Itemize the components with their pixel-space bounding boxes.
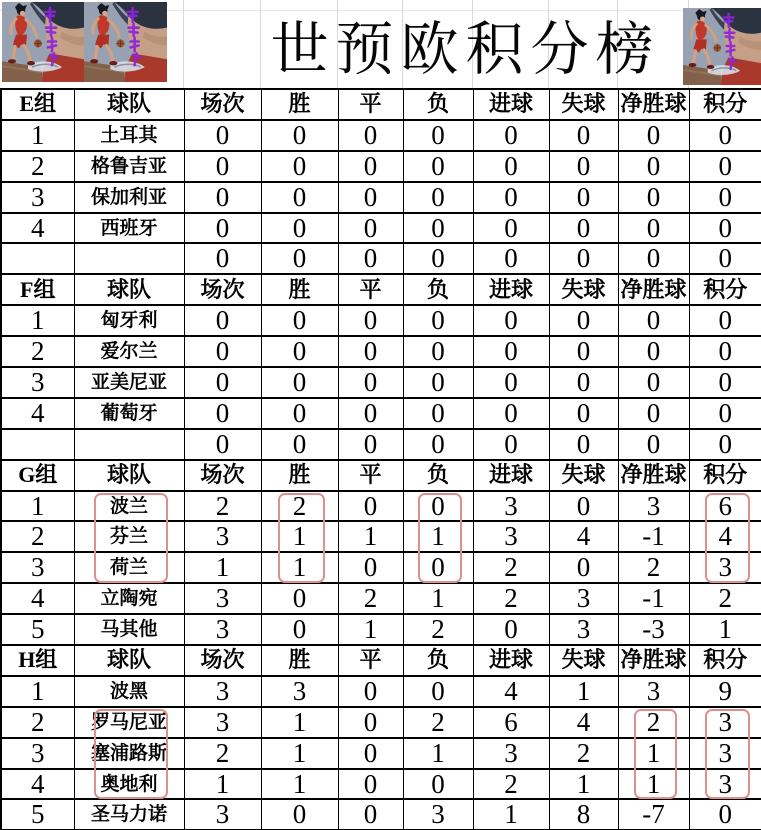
stat-cell: -3 bbox=[618, 614, 689, 645]
empty-cell bbox=[74, 243, 184, 274]
stat-cell: 0 bbox=[338, 552, 403, 583]
column-header: 场次 bbox=[184, 89, 261, 120]
rank-cell: 2 bbox=[1, 521, 74, 552]
team-row bbox=[1, 521, 761, 552]
stat-cell: 0 bbox=[618, 336, 689, 367]
stat-cell: 3 bbox=[549, 583, 618, 614]
column-header: 失球 bbox=[549, 274, 618, 305]
column-header: 负 bbox=[403, 89, 473, 120]
column-header: 净胜球 bbox=[618, 645, 689, 676]
stat-cell: 0 bbox=[549, 151, 618, 182]
stat-cell: 0 bbox=[618, 243, 689, 274]
stat-cell: 1 bbox=[338, 521, 403, 552]
stat-cell: 0 bbox=[549, 552, 618, 583]
team-name-cell: 保加利亚 bbox=[74, 182, 184, 213]
stat-cell: 0 bbox=[689, 120, 761, 151]
column-header-team: 球队 bbox=[74, 274, 184, 305]
team-name-cell: 亚美尼亚 bbox=[74, 367, 184, 398]
column-header: 净胜球 bbox=[618, 274, 689, 305]
stat-cell: 3 bbox=[689, 552, 761, 583]
group-label: G组 bbox=[1, 460, 74, 491]
stat-cell: 0 bbox=[184, 336, 261, 367]
stat-cell: 0 bbox=[261, 799, 338, 830]
spacer-row bbox=[1, 429, 761, 460]
stat-cell: 0 bbox=[549, 305, 618, 336]
stat-cell: 1 bbox=[403, 738, 473, 769]
column-header-team: 球队 bbox=[74, 645, 184, 676]
stat-cell: 0 bbox=[338, 243, 403, 274]
stat-cell: -1 bbox=[618, 583, 689, 614]
stat-cell: 0 bbox=[338, 151, 403, 182]
stat-cell: 0 bbox=[338, 676, 403, 707]
column-header: 进球 bbox=[473, 89, 549, 120]
stat-cell: 0 bbox=[473, 213, 549, 244]
stat-cell: 0 bbox=[618, 429, 689, 460]
stat-cell: 0 bbox=[184, 243, 261, 274]
stat-cell: 0 bbox=[261, 182, 338, 213]
column-header: 失球 bbox=[549, 460, 618, 491]
stat-cell: 0 bbox=[618, 398, 689, 429]
rank-cell: 3 bbox=[1, 367, 74, 398]
stat-cell: 3 bbox=[261, 676, 338, 707]
stat-cell: 0 bbox=[338, 336, 403, 367]
stat-cell: 0 bbox=[403, 429, 473, 460]
stat-cell: 0 bbox=[689, 336, 761, 367]
stat-cell: 0 bbox=[473, 367, 549, 398]
stat-cell: 0 bbox=[689, 367, 761, 398]
stat-cell: 0 bbox=[618, 182, 689, 213]
stat-cell: 0 bbox=[549, 429, 618, 460]
stat-cell: 0 bbox=[261, 583, 338, 614]
team-row bbox=[1, 151, 761, 182]
stat-cell: 0 bbox=[473, 429, 549, 460]
stat-cell: 0 bbox=[338, 182, 403, 213]
team-row bbox=[1, 182, 761, 213]
team-row bbox=[1, 707, 761, 738]
stat-cell: 0 bbox=[618, 305, 689, 336]
column-header: 负 bbox=[403, 274, 473, 305]
team-row bbox=[1, 738, 761, 769]
group-header-row bbox=[1, 645, 761, 676]
column-header: 平 bbox=[338, 645, 403, 676]
stat-cell: 1 bbox=[618, 738, 689, 769]
stat-cell: 0 bbox=[549, 213, 618, 244]
rank-cell: 3 bbox=[1, 182, 74, 213]
stat-cell: 3 bbox=[689, 707, 761, 738]
team-name-cell: 爱尔兰 bbox=[74, 336, 184, 367]
stat-cell: 2 bbox=[403, 614, 473, 645]
column-header: 平 bbox=[338, 460, 403, 491]
column-header-team: 球队 bbox=[74, 460, 184, 491]
title-band bbox=[0, 0, 761, 88]
team-row bbox=[1, 336, 761, 367]
stat-cell: 0 bbox=[618, 151, 689, 182]
stat-cell: 0 bbox=[689, 398, 761, 429]
column-header-team: 球队 bbox=[74, 89, 184, 120]
column-header: 场次 bbox=[184, 274, 261, 305]
team-name-cell: 葡萄牙 bbox=[74, 398, 184, 429]
stat-cell: 3 bbox=[618, 491, 689, 522]
stat-cell: 0 bbox=[184, 429, 261, 460]
stat-cell: 1 bbox=[261, 521, 338, 552]
stat-cell: 0 bbox=[403, 120, 473, 151]
column-header: 负 bbox=[403, 460, 473, 491]
stat-cell: 1 bbox=[261, 552, 338, 583]
rank-cell: 1 bbox=[1, 491, 74, 522]
stat-cell: 3 bbox=[184, 676, 261, 707]
stat-cell: 0 bbox=[618, 213, 689, 244]
stat-cell: 0 bbox=[403, 367, 473, 398]
empty-cell bbox=[1, 429, 74, 460]
stat-cell: 9 bbox=[689, 676, 761, 707]
stat-cell: 2 bbox=[473, 583, 549, 614]
stat-cell: 3 bbox=[184, 583, 261, 614]
stat-cell: 0 bbox=[184, 213, 261, 244]
column-header: 进球 bbox=[473, 460, 549, 491]
stat-cell: 0 bbox=[403, 213, 473, 244]
group-header-row bbox=[1, 274, 761, 305]
stat-cell: 1 bbox=[403, 583, 473, 614]
team-row bbox=[1, 769, 761, 800]
column-header: 进球 bbox=[473, 645, 549, 676]
stat-cell: 1 bbox=[473, 799, 549, 830]
team-row bbox=[1, 552, 761, 583]
stat-cell: 1 bbox=[403, 521, 473, 552]
stat-cell: 3 bbox=[403, 799, 473, 830]
stat-cell: 1 bbox=[184, 552, 261, 583]
stat-cell: 0 bbox=[261, 243, 338, 274]
team-row bbox=[1, 583, 761, 614]
stat-cell: 1 bbox=[549, 676, 618, 707]
stat-cell: 0 bbox=[261, 151, 338, 182]
stat-cell: 0 bbox=[403, 182, 473, 213]
team-row bbox=[1, 367, 761, 398]
stat-cell: 0 bbox=[689, 799, 761, 830]
stat-cell: 2 bbox=[403, 707, 473, 738]
standings-table bbox=[0, 88, 761, 830]
stat-cell: 0 bbox=[549, 491, 618, 522]
stat-cell: 0 bbox=[473, 243, 549, 274]
stat-cell: 1 bbox=[338, 614, 403, 645]
column-header: 胜 bbox=[261, 89, 338, 120]
spacer-row bbox=[1, 243, 761, 274]
team-name-cell: 格鲁吉亚 bbox=[74, 151, 184, 182]
team-name-cell: 圣马力诺 bbox=[74, 799, 184, 830]
stat-cell: 2 bbox=[473, 552, 549, 583]
rank-cell: 1 bbox=[1, 120, 74, 151]
team-name-cell: 立陶宛 bbox=[74, 583, 184, 614]
stat-cell: -1 bbox=[618, 521, 689, 552]
stat-cell: 0 bbox=[338, 769, 403, 800]
team-row bbox=[1, 305, 761, 336]
stat-cell: 0 bbox=[403, 491, 473, 522]
column-header: 场次 bbox=[184, 460, 261, 491]
stat-cell: 0 bbox=[549, 398, 618, 429]
stat-cell: 0 bbox=[403, 305, 473, 336]
team-name-cell: 土耳其 bbox=[74, 120, 184, 151]
team-name-cell: 塞浦路斯 bbox=[74, 738, 184, 769]
team-name-cell: 马其他 bbox=[74, 614, 184, 645]
team-row bbox=[1, 398, 761, 429]
stat-cell: 1 bbox=[261, 738, 338, 769]
group-header-row bbox=[1, 460, 761, 491]
stat-cell: 0 bbox=[403, 151, 473, 182]
stat-cell: 0 bbox=[689, 429, 761, 460]
stat-cell: 0 bbox=[473, 398, 549, 429]
column-header: 积分 bbox=[689, 89, 761, 120]
stat-cell: 0 bbox=[338, 707, 403, 738]
stat-cell: 0 bbox=[549, 120, 618, 151]
stat-cell: 0 bbox=[689, 182, 761, 213]
slam-dunk-art-left-1 bbox=[2, 2, 84, 82]
column-header: 净胜球 bbox=[618, 460, 689, 491]
stat-cell: 4 bbox=[549, 521, 618, 552]
team-name-cell: 芬兰 bbox=[74, 521, 184, 552]
rank-cell: 4 bbox=[1, 398, 74, 429]
column-header: 场次 bbox=[184, 645, 261, 676]
group-label: H组 bbox=[1, 645, 74, 676]
team-name-cell: 奥地利 bbox=[74, 769, 184, 800]
team-name-cell: 荷兰 bbox=[74, 552, 184, 583]
stat-cell: 0 bbox=[403, 336, 473, 367]
team-row bbox=[1, 799, 761, 830]
stat-cell: 3 bbox=[618, 676, 689, 707]
stat-cell: 0 bbox=[549, 336, 618, 367]
rank-cell: 2 bbox=[1, 336, 74, 367]
rank-cell: 2 bbox=[1, 151, 74, 182]
stat-cell: 0 bbox=[261, 398, 338, 429]
stat-cell: 2 bbox=[618, 552, 689, 583]
stat-cell: 3 bbox=[184, 614, 261, 645]
stat-cell: 3 bbox=[473, 738, 549, 769]
stat-cell: 0 bbox=[403, 676, 473, 707]
team-row bbox=[1, 120, 761, 151]
rank-cell: 5 bbox=[1, 614, 74, 645]
stat-cell: 0 bbox=[338, 799, 403, 830]
team-name-cell: 波兰 bbox=[74, 491, 184, 522]
stat-cell: 0 bbox=[689, 213, 761, 244]
stat-cell: 8 bbox=[549, 799, 618, 830]
column-header: 失球 bbox=[549, 89, 618, 120]
group-header-row bbox=[1, 89, 761, 120]
stat-cell: 4 bbox=[473, 676, 549, 707]
stat-cell: 0 bbox=[689, 151, 761, 182]
rank-cell: 3 bbox=[1, 738, 74, 769]
stat-cell: 0 bbox=[403, 243, 473, 274]
stat-cell: 3 bbox=[549, 614, 618, 645]
stat-cell: 0 bbox=[403, 769, 473, 800]
stat-cell: 4 bbox=[549, 707, 618, 738]
stat-cell: 2 bbox=[261, 491, 338, 522]
stat-cell: 0 bbox=[338, 305, 403, 336]
stat-cell: -7 bbox=[618, 799, 689, 830]
column-header: 失球 bbox=[549, 645, 618, 676]
stat-cell: 2 bbox=[473, 769, 549, 800]
team-name-cell: 西班牙 bbox=[74, 213, 184, 244]
stat-cell: 1 bbox=[261, 707, 338, 738]
stat-cell: 0 bbox=[184, 151, 261, 182]
column-header: 积分 bbox=[689, 274, 761, 305]
column-header: 净胜球 bbox=[618, 89, 689, 120]
team-name-cell: 波黑 bbox=[74, 676, 184, 707]
column-header: 进球 bbox=[473, 274, 549, 305]
column-header: 积分 bbox=[689, 460, 761, 491]
rank-cell: 1 bbox=[1, 676, 74, 707]
rank-cell: 2 bbox=[1, 707, 74, 738]
stat-cell: 0 bbox=[338, 398, 403, 429]
stat-cell: 0 bbox=[473, 182, 549, 213]
stat-cell: 0 bbox=[261, 305, 338, 336]
slam-dunk-art-right bbox=[683, 8, 761, 85]
stat-cell: 0 bbox=[261, 367, 338, 398]
stat-cell: 0 bbox=[261, 614, 338, 645]
team-name-cell: 罗马尼亚 bbox=[74, 707, 184, 738]
stat-cell: 0 bbox=[184, 120, 261, 151]
stat-cell: 3 bbox=[184, 521, 261, 552]
stat-cell: 0 bbox=[184, 398, 261, 429]
stat-cell: 0 bbox=[261, 120, 338, 151]
rank-cell: 1 bbox=[1, 305, 74, 336]
stat-cell: 0 bbox=[618, 367, 689, 398]
stat-cell: 3 bbox=[689, 769, 761, 800]
group-label: F组 bbox=[1, 274, 74, 305]
rank-cell: 4 bbox=[1, 583, 74, 614]
column-header: 积分 bbox=[689, 645, 761, 676]
stat-cell: 2 bbox=[689, 583, 761, 614]
stat-cell: 0 bbox=[338, 738, 403, 769]
stat-cell: 0 bbox=[261, 429, 338, 460]
empty-cell bbox=[74, 429, 184, 460]
stat-cell: 0 bbox=[261, 336, 338, 367]
slam-dunk-art-left-2 bbox=[84, 2, 167, 82]
stat-cell: 0 bbox=[184, 367, 261, 398]
team-row bbox=[1, 676, 761, 707]
team-row bbox=[1, 491, 761, 522]
stat-cell: 0 bbox=[689, 305, 761, 336]
stat-cell: 2 bbox=[618, 707, 689, 738]
team-row bbox=[1, 614, 761, 645]
stat-cell: 1 bbox=[549, 769, 618, 800]
stat-cell: 0 bbox=[184, 182, 261, 213]
empty-cell bbox=[1, 243, 74, 274]
stat-cell: 1 bbox=[618, 769, 689, 800]
stat-cell: 2 bbox=[338, 583, 403, 614]
stat-cell: 0 bbox=[338, 120, 403, 151]
stat-cell: 0 bbox=[338, 429, 403, 460]
stat-cell: 0 bbox=[549, 182, 618, 213]
stat-cell: 3 bbox=[473, 491, 549, 522]
stat-cell: 0 bbox=[618, 120, 689, 151]
rank-cell: 4 bbox=[1, 769, 74, 800]
column-header: 平 bbox=[338, 89, 403, 120]
stat-cell: 0 bbox=[473, 120, 549, 151]
stat-cell: 2 bbox=[184, 491, 261, 522]
stat-cell: 0 bbox=[549, 243, 618, 274]
stat-cell: 1 bbox=[689, 614, 761, 645]
stat-cell: 0 bbox=[338, 367, 403, 398]
team-name-cell: 匈牙利 bbox=[74, 305, 184, 336]
stat-cell: 0 bbox=[338, 213, 403, 244]
stat-cell: 0 bbox=[261, 213, 338, 244]
stat-cell: 0 bbox=[549, 367, 618, 398]
column-header: 胜 bbox=[261, 645, 338, 676]
page-title: 世预欧积分榜 bbox=[270, 17, 661, 82]
rank-cell: 3 bbox=[1, 552, 74, 583]
stat-cell: 0 bbox=[403, 552, 473, 583]
stat-cell: 2 bbox=[549, 738, 618, 769]
stat-cell: 0 bbox=[403, 398, 473, 429]
stat-cell: 0 bbox=[473, 614, 549, 645]
stat-cell: 2 bbox=[184, 738, 261, 769]
stat-cell: 6 bbox=[473, 707, 549, 738]
stat-cell: 1 bbox=[184, 769, 261, 800]
stat-cell: 3 bbox=[689, 738, 761, 769]
column-header: 胜 bbox=[261, 460, 338, 491]
stat-cell: 0 bbox=[184, 305, 261, 336]
stat-cell: 0 bbox=[473, 336, 549, 367]
stat-cell: 0 bbox=[473, 305, 549, 336]
stat-cell: 0 bbox=[473, 151, 549, 182]
stat-cell: 6 bbox=[689, 491, 761, 522]
column-header: 负 bbox=[403, 645, 473, 676]
stat-cell: 3 bbox=[184, 799, 261, 830]
stat-cell: 3 bbox=[184, 707, 261, 738]
rank-cell: 5 bbox=[1, 799, 74, 830]
team-row bbox=[1, 213, 761, 244]
column-header: 平 bbox=[338, 274, 403, 305]
group-label: E组 bbox=[1, 89, 74, 120]
stat-cell: 0 bbox=[689, 243, 761, 274]
column-header: 胜 bbox=[261, 274, 338, 305]
stat-cell: 0 bbox=[338, 491, 403, 522]
stat-cell: 1 bbox=[261, 769, 338, 800]
stat-cell: 3 bbox=[473, 521, 549, 552]
stat-cell: 4 bbox=[689, 521, 761, 552]
rank-cell: 4 bbox=[1, 213, 74, 244]
